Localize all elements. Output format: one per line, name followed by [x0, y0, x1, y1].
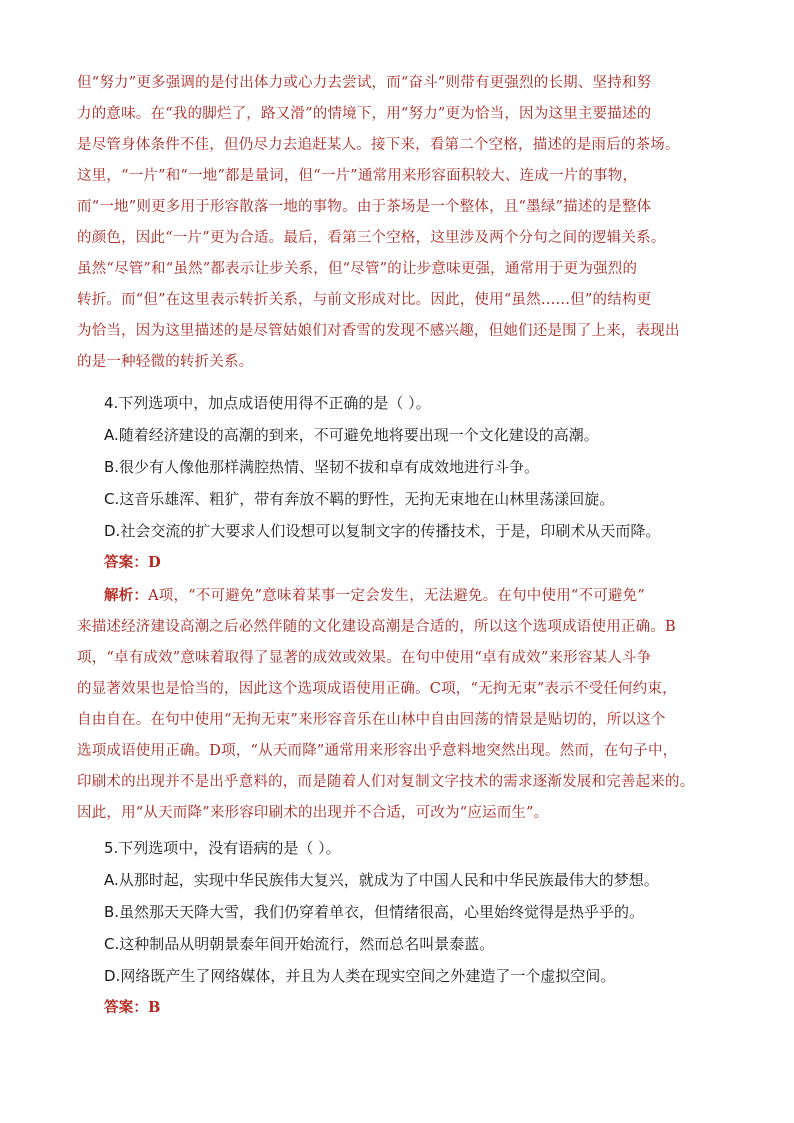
question-4-option-a: A.随着经济建设的高潮的到来，不可避免地将要出现一个文化建设的高潮。 — [104, 426, 599, 444]
analysis-line: 而“一地”则更多用于形容散落一地的事物。由于茶场是一个整体，且“墨绿”描述的是整体 — [77, 199, 652, 215]
analysis-label: 解析： — [104, 587, 149, 604]
analysis-line: 自由自在。在句中使用“无拘无束”来形容音乐在山林中自由回荡的情景是贴切的，所以这个 — [77, 712, 666, 728]
question-5-option-d: D.网络既产生了网络媒体，并且为人类在现实空间之外建造了一个虚拟空间。 — [104, 967, 616, 985]
question-4-option-b: B.很少有人像他那样满腔热情、坚韧不拔和卓有成效地进行斗争。 — [104, 458, 540, 476]
analysis-line: 但“努力”更多强调的是付出体力或心力去尝试，而“奋斗”则带有更强烈的长期、坚持和努 — [77, 75, 652, 91]
question-4-option-c: C.这音乐雄浑、粗犷，带有奔放不羁的野性，无拘无束地在山林里荡漾回旋。 — [104, 490, 615, 508]
analysis-line: 的是一种轻微的转折关系。 — [77, 354, 254, 370]
analysis-line: 项，“卓有成效”意味着取得了显著的成效或效果。在句中使用“卓有成效”来形容某人斗争 — [77, 650, 652, 666]
answer-value: B — [148, 999, 161, 1016]
question-4-analysis-first-line — [104, 586, 645, 606]
analysis-line: 是尽管身体条件不佳，但仍尽力去追赶某人。接下来，看第二个空格，描述的是雨后的茶场。 — [77, 137, 680, 153]
analysis-line: 印刷术的出现并不是出乎意料的，而是随着人们对复制文字技术的需求逐渐发展和完善起来的。 — [77, 774, 695, 790]
analysis-line: 因此，用“从天而降”来形容印刷术的出现并不合适，可改为“应运而生”。 — [77, 805, 549, 821]
answer-value: D — [148, 554, 161, 571]
question-5-option-a: A.从那时起，实现中华民族伟大复兴，就成为了中国人民和中华民族最伟大的梦想。 — [104, 871, 659, 889]
question-5-option-b: B.虽然那天天降大雪，我们仍穿着单衣，但情绪很高，心里始终觉得是热乎乎的。 — [104, 903, 645, 921]
analysis-line: 这里，“一片”和“一地”都是量词，但“一片”通常用来形容面积较大、连成一片的事物， — [77, 168, 638, 184]
answer-label: 答案： — [104, 554, 149, 571]
question-5-stem: 5.下列选项中，没有语病的是（ ）。 — [104, 839, 341, 857]
question-4-option-d: D.社会交流的扩大要求人们设想可以复制文字的传播技术，于是，印刷术从天而降。 — [104, 522, 661, 540]
question-5-option-c: C.这种制品从明朝景泰年间开始流行，然而总名叫景泰蓝。 — [104, 935, 495, 953]
analysis-line: A项，“不可避免”意味着某事一定会发生，无法避免。在句中使用“不可避免” — [148, 588, 645, 604]
question-4-answer — [104, 553, 161, 573]
analysis-line: 力的意味。在“我的脚烂了，路又滑”的情境下，用“努力”更为恰当，因为这里主要描述的 — [77, 106, 652, 122]
analysis-line: 的颜色，因此“一片”更为合适。最后，看第三个空格，这里涉及两个分句之间的逻辑关系。 — [77, 230, 666, 246]
analysis-line: 转折。而“但”在这里表示转折关系，与前文形成对比。因此，使用“虽然……但”的结构更 — [77, 292, 652, 308]
analysis-line: 虽然“尽管”和“虽然”都表示让步关系，但“尽管”的让步意味更强，通常用于更为强烈的 — [77, 261, 638, 277]
question-5-answer — [104, 998, 161, 1018]
analysis-line: 来描述经济建设高潮之后必然伴随的文化建设高潮是合适的，所以这个选项成语使用正确。B — [77, 619, 676, 635]
analysis-line: 为恰当，因为这里描述的是尽管姑娘们对香雪的发现不感兴趣，但她们还是围了上来，表现出 — [77, 323, 680, 339]
question-4-stem: 4.下列选项中，加点成语使用得不正确的是（ ）。 — [104, 394, 431, 412]
analysis-line: 选项成语使用正确。D项，“从天而降”通常用来形容出乎意料地突然出现。然而，在句子中， — [77, 743, 678, 759]
answer-label: 答案： — [104, 999, 149, 1016]
analysis-line: 的显著效果也是恰当的，因此这个选项成语使用正确。C项，“无拘无束”表示不受任何约束， — [77, 681, 677, 697]
